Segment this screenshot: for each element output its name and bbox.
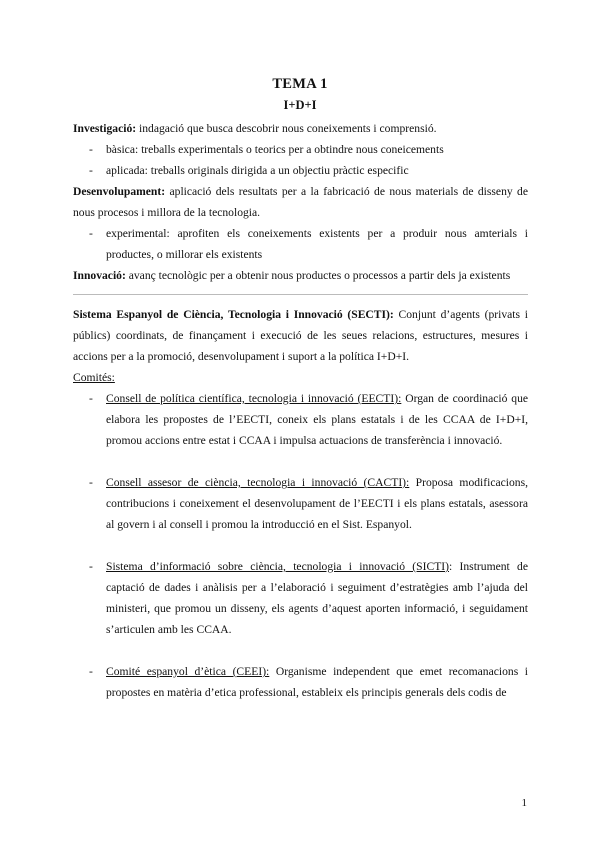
definition-term: Innovació:: [73, 269, 126, 282]
desenvolupament-list: [73, 223, 528, 265]
comite-name: Sistema d’informació sobre ciència, tecnologia i innovació (SICTI): [106, 560, 450, 573]
dash-bullet: -: [89, 476, 93, 489]
comite-item: [73, 472, 528, 535]
comite-text: : Instrument de captació de dades i anàlisis per a l’elaboració i seguiment d’estratègies amb l’ajuda del ministeri, que promou un disseny, els agents d’aquest aporten informació, i seguidament s’articulen amb les CCAA.: [106, 560, 528, 636]
definition-term: Investigació:: [73, 122, 137, 135]
list-item-text: experimental: aprofiten els coneixements existents per a produir nous amterials i productes, o millorar els existents: [106, 227, 528, 261]
comite-text: Proposa modificacions, contribucions i coneixement el desenvolupament de l’EECTI i els plans estatals, asessora al govern i al consell i promou la introducció en el Sist. Espanyol.: [106, 476, 528, 531]
dash-bullet: -: [89, 392, 93, 405]
definition-investigacio: [73, 118, 528, 139]
list-item-text: bàsica: treballs experimentals o teorics per a obtindre nous coneicements: [106, 143, 444, 156]
comite-name: Comité espanyol d’ètica (CEEI):: [106, 665, 270, 678]
page-title: TEMA 1: [272, 76, 328, 92]
list-item: [73, 160, 528, 181]
horizontal-divider: [73, 294, 528, 295]
page-number: 1: [521, 797, 527, 809]
comite-text: Organ de coordinació que elabora les propostes de l’EECTI, coneix els plans estatals i de les CCAA de I+D+I, promou accions entre estat i CCAA i impulsa actuacions de transferència i innovació.: [106, 392, 529, 447]
comite-name: Consell de política científica, tecnologia i innovació (EECTI):: [106, 392, 402, 405]
comites-list: [73, 388, 528, 703]
dash-bullet: -: [89, 164, 93, 177]
dash-bullet: -: [89, 560, 93, 573]
comite-item: [73, 388, 528, 451]
comites-heading: Comités:: [73, 371, 115, 384]
definition-text: avanç tecnològic per a obtenir nous productes o processos a partir dels ja existents: [125, 269, 511, 282]
document-body: [73, 118, 528, 703]
definition-text: aplicació dels resultats per a la fabricació de nous materials de disseny de nous procesos i millora de la tecnologia.: [73, 185, 528, 219]
dash-bullet: -: [89, 227, 93, 240]
page-subtitle: I+D+I: [283, 98, 317, 112]
definition-desenvolupament: [73, 181, 528, 223]
list-item: [73, 139, 528, 160]
definition-text: Conjunt d’agents (privats i públics) coordinats, de finançament i execució de les seues relacions, estructures, mesures i accions per a la promoció, desenvolupament i suport a la política I+D+I.: [73, 308, 528, 363]
investigacio-list: [73, 139, 528, 181]
list-item: [73, 223, 528, 265]
definition-innovacio: [73, 265, 528, 286]
definition-secti: [73, 304, 528, 367]
comite-item: [73, 661, 528, 703]
definition-term: Desenvolupament:: [73, 185, 166, 198]
dash-bullet: -: [89, 143, 93, 156]
comite-text: Organisme independent que emet recomanacions i propostes en matèria d’etica professional, estableix els principis generals dels codis de: [106, 665, 529, 699]
comite-name: Consell assesor de ciència, tecnologia i innovació (CACTI):: [106, 476, 410, 489]
comite-item: [73, 556, 528, 640]
list-item-text: aplicada: treballs originals dirigida a un objectiu pràctic especific: [106, 164, 409, 177]
definition-term: Sistema Espanyol de Ciència, Tecnologia i Innovació (SECTI):: [73, 308, 394, 321]
definition-text: indagació que busca descobrir nous coneixements i comprensió.: [136, 122, 437, 135]
dash-bullet: -: [89, 665, 93, 678]
